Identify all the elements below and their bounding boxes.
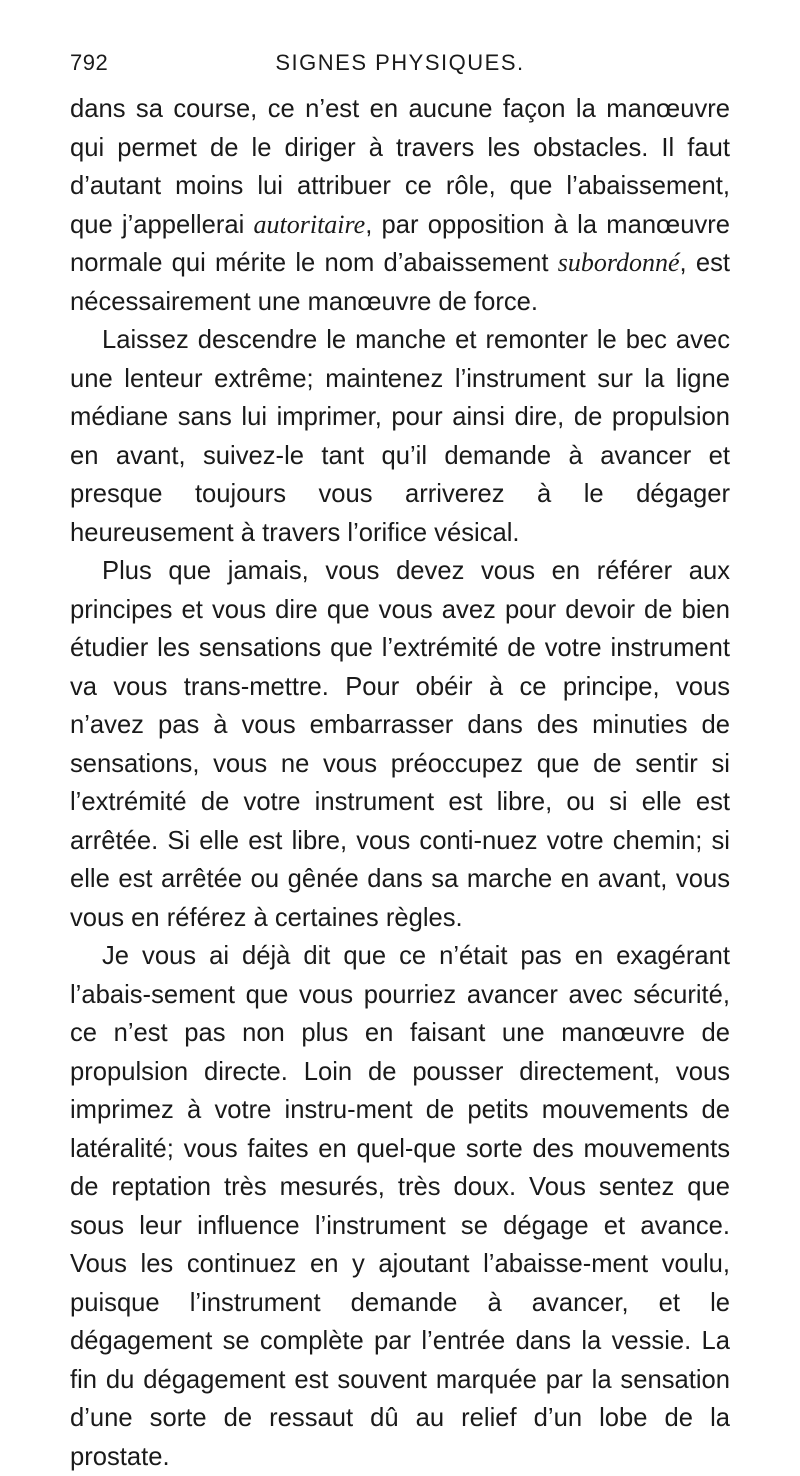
paragraph-2 <box>70 321 730 552</box>
page-header <box>70 50 730 86</box>
paragraph-1 <box>70 90 730 321</box>
text-run: Laissez descendre le manche et remonter le bec avec une lenteur extrême; maintenez l’instrument sur la ligne médiane sans lui imprimer, pour ainsi dire, de propulsion en avant, suivez-le tant qu’il demande à avancer et presque toujours vous arriverez à le dégager heureusement à travers l’orifice vésical. <box>70 326 730 547</box>
running-head: SIGNES PHYSIQUES. <box>275 50 525 75</box>
text-run: , est nécessairement une manœuvre de force. <box>70 249 730 316</box>
italic-term: autoritaire <box>253 209 366 239</box>
text-run: Je vous ai déjà dit que ce n’était pas en exagérant l’abais-sement que vous pourriez avancer avec sécurité, ce n’est pas non plus en faisant une manœuvre de propulsion directe. Loin de pousser directement, vous imprimez à votre instru-ment de petits mouvements de latéralité; vous faites en quel-que sorte des mouvements de reptation très mesurés, très doux. Vous sentez que sous leur influence l’instrument se dégage et avance. Vous les continuez en y ajoutant l’abaisse-ment voulu, puisque l’instrument demande à avancer, et le dégagement se complète par l’entrée dans la vessie. La fin du dégagement est souvent marquée par la sensation d’une sorte de ressaut dû au relief d’un lobe de la prostate. <box>70 942 730 1471</box>
paragraph-4 <box>70 937 730 1476</box>
body-text <box>70 90 730 1476</box>
paragraph-3 <box>70 552 730 937</box>
italic-term: subordonné <box>557 248 680 277</box>
text-run: Plus que jamais, vous devez vous en référer aux principes et vous dire que vous avez pour devoir de bien étudier les sensations que l’extrémité de votre instrument va vous trans-mettre. Pour obéir à ce principe, vous n’avez pas à vous embarrasser dans des minuties de sensations, vous ne vous préoccupez que de sentir si l’extrémité de votre instrument est libre, ou si elle est arrêtée. Si elle est libre, vous conti-nuez votre chemin; si elle est arrêtée ou gênée dans sa marche en avant, vous vous en référez à certaines règles. <box>70 557 730 932</box>
text-run: , par opposition à la manœuvre normale qui mérite le nom d’abaissement <box>70 210 730 277</box>
page-number: 792 <box>70 50 109 75</box>
text-run: dans sa course, ce n’est en aucune façon la manœuvre qui permet de le diriger à travers les obstacles. Il faut d’autant moins lui attribuer ce rôle, que l’abaissement, que j’appellerai <box>70 95 730 239</box>
